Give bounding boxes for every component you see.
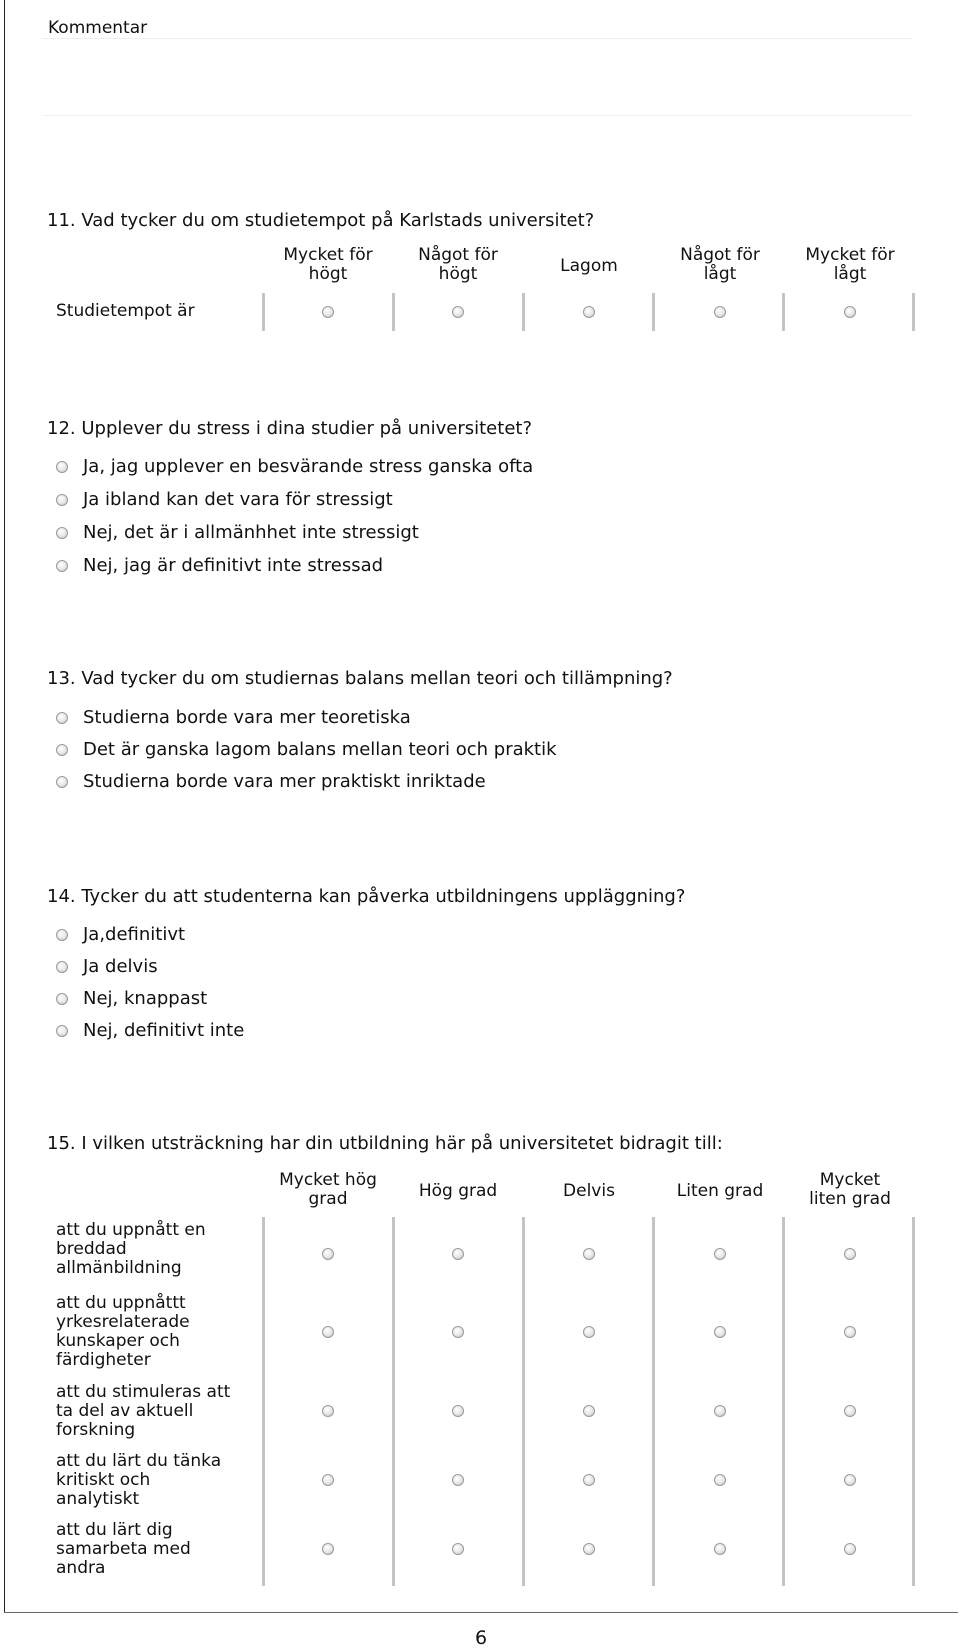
q15-row-3-radio-1[interactable] xyxy=(322,1405,334,1417)
q15-row-1-divider-3 xyxy=(522,1217,525,1295)
q15-row-5-divider-4 xyxy=(652,1515,655,1586)
q15-row-2-radio-4[interactable] xyxy=(714,1326,726,1338)
q15-row-3-radio-4[interactable] xyxy=(714,1405,726,1417)
q12-option-radio-1[interactable] xyxy=(56,461,68,473)
q15-row-1-divider-5 xyxy=(782,1217,785,1295)
q15-column-header-5: Mycket liten grad xyxy=(809,1170,891,1209)
q15-row-4-divider-3 xyxy=(522,1446,525,1515)
q15-row-2-divider-3 xyxy=(522,1295,525,1376)
page-bottom-border xyxy=(4,1612,958,1613)
q15-column-header-2: Hög grad xyxy=(418,1181,498,1201)
q11-row-label-1: Studietempot är xyxy=(56,301,195,321)
q12-option-label-3: Nej, det är i allmänhhet inte stressigt xyxy=(83,522,419,543)
q15-row-1-divider-2 xyxy=(392,1217,395,1295)
comment-label: Kommentar xyxy=(48,18,148,38)
q11-row-1-radio-3[interactable] xyxy=(583,306,595,318)
q11-row-1-divider-2 xyxy=(392,293,395,331)
q15-row-1-divider-6 xyxy=(912,1217,915,1295)
q14-option-label-4: Nej, definitivt inte xyxy=(83,1020,245,1041)
q15-row-3-radio-3[interactable] xyxy=(583,1405,595,1417)
q11-row-1-radio-2[interactable] xyxy=(452,306,464,318)
q15-row-2-radio-5[interactable] xyxy=(844,1326,856,1338)
q13-option-label-2: Det är ganska lagom balans mellan teori och praktik xyxy=(83,739,557,760)
q11-row-1-divider-5 xyxy=(782,293,785,331)
q12-option-label-4: Nej, jag är definitivt inte stressad xyxy=(83,555,384,576)
q11-column-header-5: Mycket för lågt xyxy=(805,245,895,284)
q15-row-label-2: att du uppnåttt yrkesrelaterade kunskaper och färdigheter xyxy=(56,1293,190,1370)
q14-option-radio-1[interactable] xyxy=(56,929,68,941)
q15-row-3-radio-5[interactable] xyxy=(844,1405,856,1417)
q14-option-radio-4[interactable] xyxy=(56,1025,68,1037)
q15-row-5-radio-2[interactable] xyxy=(452,1543,464,1555)
page-number: 6 xyxy=(475,1627,488,1649)
q15-row-3-divider-1 xyxy=(262,1376,265,1446)
q15-column-header-3: Delvis xyxy=(563,1181,615,1201)
q15-row-5-radio-4[interactable] xyxy=(714,1543,726,1555)
q13-option-label-1: Studierna borde vara mer teoretiska xyxy=(83,707,411,728)
q15-row-label-4: att du lärt du tänka kritiskt och analytiskt xyxy=(56,1451,222,1509)
q15-row-2-divider-6 xyxy=(912,1295,915,1376)
q11-row-1-divider-4 xyxy=(652,293,655,331)
q15-row-2-radio-3[interactable] xyxy=(583,1326,595,1338)
q15-row-2-divider-1 xyxy=(262,1295,265,1376)
q15-row-1-radio-1[interactable] xyxy=(322,1248,334,1260)
q15-column-header-4: Liten grad xyxy=(676,1181,764,1201)
q11-row-1-divider-1 xyxy=(262,293,265,331)
q11-row-1-radio-1[interactable] xyxy=(322,306,334,318)
q15-row-1-divider-4 xyxy=(652,1217,655,1295)
q15-row-4-radio-4[interactable] xyxy=(714,1474,726,1486)
q15-row-4-radio-3[interactable] xyxy=(583,1474,595,1486)
q15-row-label-1: att du uppnått en breddad allmänbildning xyxy=(56,1220,206,1278)
q15-row-3-divider-6 xyxy=(912,1376,915,1446)
q15-row-4-divider-6 xyxy=(912,1446,915,1515)
q15-row-5-divider-1 xyxy=(262,1515,265,1586)
q15-row-4-divider-5 xyxy=(782,1446,785,1515)
q11-row-1-divider-6 xyxy=(912,293,915,331)
q15-row-2-divider-2 xyxy=(392,1295,395,1376)
comment-textarea[interactable] xyxy=(42,38,912,116)
q15-row-4-divider-4 xyxy=(652,1446,655,1515)
q15-row-4-divider-1 xyxy=(262,1446,265,1515)
page-left-border xyxy=(4,0,5,1612)
q15-row-3-divider-3 xyxy=(522,1376,525,1446)
q14-option-radio-2[interactable] xyxy=(56,961,68,973)
q11-row-1-radio-4[interactable] xyxy=(714,306,726,318)
q15-row-4-radio-2[interactable] xyxy=(452,1474,464,1486)
q15-row-3-divider-2 xyxy=(392,1376,395,1446)
q15-row-5-radio-3[interactable] xyxy=(583,1543,595,1555)
q15-column-header-1: Mycket hög grad xyxy=(279,1170,377,1209)
q12-option-radio-2[interactable] xyxy=(56,494,68,506)
q13-option-radio-1[interactable] xyxy=(56,712,68,724)
question-12-title: 12. Upplever du stress i dina studier på universitetet? xyxy=(47,418,532,439)
q11-column-header-2: Något för högt xyxy=(418,245,498,284)
q15-row-2-radio-1[interactable] xyxy=(322,1326,334,1338)
q14-option-radio-3[interactable] xyxy=(56,993,68,1005)
q12-option-radio-4[interactable] xyxy=(56,560,68,572)
q15-row-1-radio-4[interactable] xyxy=(714,1248,726,1260)
q15-row-5-divider-2 xyxy=(392,1515,395,1586)
q11-column-header-4: Något för lågt xyxy=(680,245,760,284)
q11-row-1-radio-5[interactable] xyxy=(844,306,856,318)
question-14-title: 14. Tycker du att studenterna kan påverka utbildningens uppläggning? xyxy=(47,886,686,907)
q15-row-3-radio-2[interactable] xyxy=(452,1405,464,1417)
q15-row-5-radio-5[interactable] xyxy=(844,1543,856,1555)
q15-row-2-divider-5 xyxy=(782,1295,785,1376)
q15-row-1-divider-1 xyxy=(262,1217,265,1295)
q14-option-label-2: Ja delvis xyxy=(83,956,158,977)
q14-option-label-3: Nej, knappast xyxy=(83,988,208,1009)
q11-column-header-3: Lagom xyxy=(560,256,618,276)
q15-row-2-radio-2[interactable] xyxy=(452,1326,464,1338)
question-11-title: 11. Vad tycker du om studietempot på Karlstads universitet? xyxy=(47,210,595,231)
question-15-title: 15. I vilken utsträckning har din utbildning här på universitetet bidragit till: xyxy=(47,1133,723,1154)
question-13-title: 13. Vad tycker du om studiernas balans mellan teori och tillämpning? xyxy=(47,668,673,689)
q11-row-1-divider-3 xyxy=(522,293,525,331)
q15-row-2-divider-4 xyxy=(652,1295,655,1376)
q14-option-label-1: Ja,definitivt xyxy=(83,924,186,945)
q15-row-3-divider-4 xyxy=(652,1376,655,1446)
q15-row-1-radio-5[interactable] xyxy=(844,1248,856,1260)
q15-row-4-radio-5[interactable] xyxy=(844,1474,856,1486)
q15-row-5-radio-1[interactable] xyxy=(322,1543,334,1555)
q13-option-radio-3[interactable] xyxy=(56,776,68,788)
q15-row-3-divider-5 xyxy=(782,1376,785,1446)
q12-option-radio-3[interactable] xyxy=(56,527,68,539)
q15-row-1-radio-3[interactable] xyxy=(583,1248,595,1260)
q15-row-label-3: att du stimuleras att ta del av aktuell forskning xyxy=(56,1382,231,1440)
q15-row-4-divider-2 xyxy=(392,1446,395,1515)
q12-option-label-1: Ja, jag upplever en besvärande stress ganska ofta xyxy=(83,456,534,477)
q15-row-5-divider-3 xyxy=(522,1515,525,1586)
q13-option-label-3: Studierna borde vara mer praktiskt inriktade xyxy=(83,771,486,792)
q15-row-1-radio-2[interactable] xyxy=(452,1248,464,1260)
q13-option-radio-2[interactable] xyxy=(56,744,68,756)
q15-row-5-divider-6 xyxy=(912,1515,915,1586)
q11-column-header-1: Mycket för högt xyxy=(283,245,373,284)
q15-row-label-5: att du lärt dig samarbeta med andra xyxy=(56,1520,191,1578)
q15-row-4-radio-1[interactable] xyxy=(322,1474,334,1486)
q15-row-5-divider-5 xyxy=(782,1515,785,1586)
q12-option-label-2: Ja ibland kan det vara för stressigt xyxy=(83,489,393,510)
